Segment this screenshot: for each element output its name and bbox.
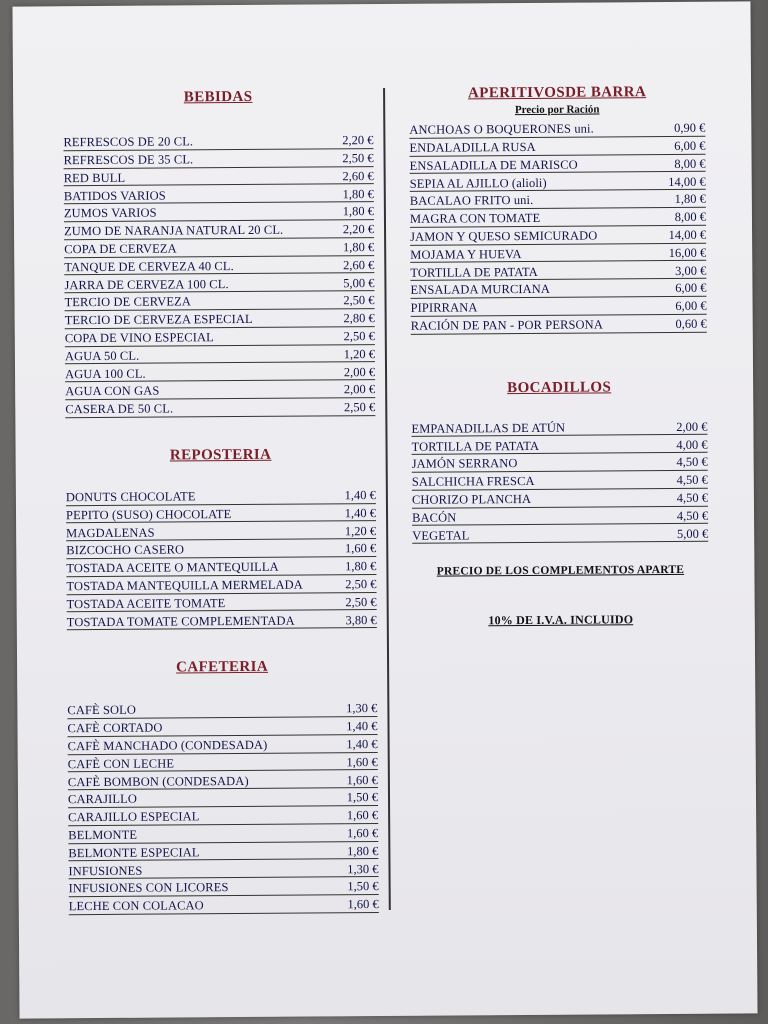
reposteria-list <box>66 486 377 631</box>
reposteria-title: REPOSTERIA <box>169 446 272 464</box>
bebidas-title: BEBIDAS <box>183 88 253 106</box>
menu-item <box>66 539 376 559</box>
menu-item-price: 1,20 € <box>344 523 377 538</box>
menu-item-price: 2,00 € <box>343 364 376 379</box>
menu-item-name: INFUSIONES <box>68 863 143 878</box>
menu-item <box>411 315 707 335</box>
menu-item-price: 2,00 € <box>676 419 708 434</box>
menu-item <box>64 202 374 222</box>
menu-item <box>412 506 708 526</box>
menu-item-price: 1,60 € <box>347 897 379 912</box>
aperitivos-title: APERITIVOSDE BARRA <box>467 84 647 102</box>
menu-item <box>66 575 376 595</box>
menu-item-name: SEPIA AL AJILLO (alioli) <box>409 175 547 191</box>
menu-item-name: MAGDALENAS <box>66 525 155 540</box>
menu-item <box>410 226 706 246</box>
menu-item-name: JAMON Y QUESO SEMICURADO <box>410 228 598 244</box>
menu-item-name: ENSALADA MURCIANA <box>410 282 551 298</box>
menu-item-name: BACALAO FRITO uni. <box>409 193 534 209</box>
menu-item <box>410 172 706 192</box>
menu-item-name: CAFÈ CON LECHE <box>67 756 175 772</box>
menu-item-name: ANCHOAS O BOQUERONES uni. <box>409 121 594 138</box>
left-column <box>63 88 379 915</box>
menu-item-price: 4,50 € <box>676 455 708 470</box>
menu-item-price: 2,60 € <box>342 257 375 273</box>
menu-item-name: CAFÈ SOLO <box>67 703 137 718</box>
menu-item-price: 1,80 € <box>342 240 375 255</box>
menu-item-price: 2,00 € <box>343 382 376 397</box>
menu-item-name: MAGRA CON TOMATE <box>409 211 541 227</box>
menu-item-price: 1,50 € <box>347 879 379 894</box>
menu-item-name: BIZCOCHO CASERO <box>66 542 185 558</box>
menu-item-price: 2,20 € <box>342 222 375 237</box>
menu-item-name: COPA DE VINO ESPECIAL <box>64 330 214 346</box>
menu-item-price: 2,50 € <box>342 151 374 166</box>
menu-item <box>65 380 375 400</box>
menu-item-price: 0,60 € <box>675 316 707 332</box>
menu-item-price: 1,50 € <box>346 790 379 805</box>
menu-item <box>66 521 376 541</box>
menu-item-price: 2,60 € <box>342 168 374 184</box>
menu-item-price: 0,90 € <box>674 121 706 136</box>
menu-item-name: PIPIRRANA <box>410 300 478 316</box>
menu-item <box>64 291 374 311</box>
menu-item-name: BELMONTE <box>68 827 138 843</box>
menu-item-price: 1,40 € <box>346 719 378 734</box>
menu-item-price: 4,50 € <box>676 490 708 506</box>
menu-item-name: RED BULL <box>63 170 126 186</box>
menu-item <box>65 309 375 329</box>
bebidas-list <box>63 131 375 418</box>
menu-item <box>65 327 375 347</box>
menu-item-name: MOJAMA Y HUEVA <box>410 246 522 262</box>
menu-item <box>64 220 374 240</box>
menu-item <box>67 593 377 613</box>
menu-item-price: 1,80 € <box>342 186 374 201</box>
menu-item-price: 1,20 € <box>343 346 375 362</box>
menu-item <box>65 362 375 382</box>
complementos-note: PRECIO DE LOS COMPLEMENTOS APARTE <box>436 564 685 578</box>
bocadillos-title: BOCADILLOS <box>507 378 612 396</box>
menu-item-name: REFRESCOS DE 35 CL. <box>63 152 194 168</box>
menu-item-name: ZUMO DE NARANJA NATURAL 20 CL. <box>63 222 284 239</box>
menu-item-price: 3,80 € <box>345 612 377 627</box>
menu-item-name: DONUTS CHOCOLATE <box>65 489 196 505</box>
menu-item-name: TANQUE DE CERVEZA 40 CL. <box>64 258 234 275</box>
menu-item <box>66 557 376 577</box>
menu-item <box>65 345 375 365</box>
menu-item-name: TOSTADA MANTEQUILLA MERMELADA <box>66 577 303 594</box>
menu-item <box>66 486 376 506</box>
menu-item <box>410 190 706 210</box>
menu-item <box>64 273 374 293</box>
menu-item-price: 1,60 € <box>346 808 379 823</box>
menu-item-name: SALCHICHA FRESCA <box>411 474 535 490</box>
menu-item-name: AGUA 50 CL. <box>64 348 140 364</box>
menu-item-price: 2,20 € <box>342 133 374 148</box>
menu-item <box>68 859 378 879</box>
menu-item-price: 1,80 € <box>674 192 706 207</box>
menu-item-price: 2,50 € <box>343 400 376 415</box>
menu-item <box>410 279 706 299</box>
menu-item-price: 1,30 € <box>347 861 379 876</box>
menu-item <box>68 806 378 826</box>
menu-item <box>412 453 708 473</box>
menu-item-price: 1,40 € <box>346 737 378 752</box>
menu-item-price: 4,50 € <box>676 472 708 488</box>
menu-item-price: 4,50 € <box>676 508 709 523</box>
menu-item-name: INFUSIONES CON LICORES <box>68 880 229 896</box>
menu-item-name: CAFÈ CORTADO <box>67 720 163 736</box>
menu-item-name: ENSALADILLA DE MARISCO <box>409 157 578 173</box>
menu-item <box>410 243 706 263</box>
menu-item-name: TOSTADA ACEITE O MANTEQUILLA <box>66 559 279 576</box>
menu-item-name: BELMONTE ESPECIAL <box>68 845 200 861</box>
menu-item-name: CHORIZO PLANCHA <box>411 492 532 507</box>
menu-item-price: 1,60 € <box>346 754 378 770</box>
menu-item <box>68 735 378 755</box>
menu-item-price: 1,30 € <box>346 701 378 716</box>
menu-item-price: 4,00 € <box>676 437 708 452</box>
menu-item-name: ENDALADILLA RUSA <box>409 140 536 155</box>
menu-item-price: 6,00 € <box>675 281 707 296</box>
menu-item <box>63 149 373 169</box>
menu-item <box>67 717 377 737</box>
menu-item-name: EMPANADILLAS DE ATÚN <box>411 420 566 436</box>
menu-item-name: BACÓN <box>412 510 457 525</box>
menu-item <box>410 154 706 174</box>
menu-item-name: TORTILLA DE PATATA <box>410 264 538 280</box>
menu-item-price: 14,00 € <box>668 227 707 243</box>
menu-item-price: 6,00 € <box>675 299 707 314</box>
menu-item-price: 2,50 € <box>343 293 375 308</box>
menu-item <box>68 788 378 808</box>
menu-item-name: CAFÈ BOMBON (CONDESADA) <box>67 773 249 789</box>
menu-item <box>409 119 705 139</box>
menu-item <box>67 699 377 719</box>
menu-item-price: 8,00 € <box>674 156 706 171</box>
menu-item <box>68 824 378 844</box>
aperitivos-list <box>409 119 706 335</box>
column-divider <box>383 88 390 910</box>
menu-item <box>64 167 374 187</box>
menu-item-name: AGUA CON GAS <box>65 384 160 399</box>
menu-item-price: 1,80 € <box>345 559 377 574</box>
bocadillos-list <box>411 417 708 544</box>
cafeteria-title: CAFETERIA <box>176 658 269 676</box>
menu-item-price: 1,80 € <box>347 843 379 859</box>
menu-item <box>64 238 374 258</box>
menu-item-price: 1,40 € <box>344 505 377 521</box>
menu-item-price: 16,00 € <box>668 245 707 260</box>
menu-item-price: 1,60 € <box>346 772 378 787</box>
menu-item <box>68 753 378 773</box>
menu-item <box>67 610 377 630</box>
menu-item-name: CAFÈ MANCHADO (CONDESADA) <box>67 737 268 754</box>
menu-item <box>68 770 378 790</box>
menu-item-price: 2,50 € <box>345 594 377 610</box>
menu-item-name: RACIÓN DE PAN - POR PERSONA <box>410 317 603 333</box>
menu-item <box>411 435 707 455</box>
menu-item-name: REFRESCOS DE 20 CL. <box>63 134 194 150</box>
menu-item-name: CARAJILLO <box>67 792 138 807</box>
menu-sheet <box>12 1 757 1018</box>
menu-item-name: COPA DE CERVEZA <box>64 241 177 257</box>
menu-item-name: JARRA DE CERVEZA 100 CL. <box>64 276 229 292</box>
menu-item-price: 2,80 € <box>343 311 375 326</box>
menu-item <box>66 504 376 524</box>
menu-item <box>409 137 705 157</box>
menu-item <box>64 184 374 204</box>
menu-item-name: CARAJILLO ESPECIAL <box>68 809 200 825</box>
iva-note: 10% DE I.V.A. INCLUIDO <box>488 612 634 628</box>
menu-item <box>412 488 708 508</box>
menu-item-price: 1,80 € <box>342 204 374 219</box>
menu-item <box>411 297 707 317</box>
menu-item-name: AGUA 100 CL. <box>64 366 146 381</box>
menu-item-name: TERCIO DE CERVEZA ESPECIAL <box>64 312 253 328</box>
menu-item-name: PEPITO (SUSO) CHOCOLATE <box>65 506 232 523</box>
menu-item-name: TERCIO DE CERVEZA <box>64 294 191 310</box>
menu-item-price: 14,00 € <box>668 174 706 189</box>
menu-item <box>63 131 373 151</box>
menu-item-name: TOSTADA TOMATE COMPLEMENTADA <box>66 613 295 629</box>
menu-item-name: TOSTADA ACEITE TOMATE <box>66 595 226 612</box>
menu-item-price: 5,00 € <box>343 275 375 290</box>
menu-item <box>69 877 379 897</box>
menu-item-name: BATIDOS VARIOS <box>63 188 166 203</box>
menu-item-name: JAMÓN SERRANO <box>411 456 518 472</box>
menu-item-price: 2,50 € <box>343 329 375 344</box>
menu-item <box>410 208 706 228</box>
menu-item <box>69 895 379 915</box>
menu-item <box>411 417 707 437</box>
menu-item-price: 1,40 € <box>344 488 376 503</box>
menu-item <box>412 524 708 544</box>
menu-item-price: 2,50 € <box>345 577 377 592</box>
menu-item-name: LECHE CON COLACAO <box>68 898 204 914</box>
menu-item-name: VEGETAL <box>412 528 470 543</box>
menu-item-price: 6,00 € <box>674 138 706 154</box>
menu-item-price: 1,60 € <box>344 541 377 556</box>
menu-item <box>64 256 374 276</box>
cafeteria-list <box>67 699 378 915</box>
menu-item <box>412 471 708 491</box>
menu-item-name: ZUMOS VARIOS <box>63 206 157 221</box>
aperitivos-subtitle: Precio por Ración <box>514 103 600 117</box>
menu-item <box>65 398 375 418</box>
menu-item <box>410 261 706 281</box>
menu-item-price: 3,00 € <box>675 263 707 278</box>
menu-item-price: 8,00 € <box>674 210 707 225</box>
right-column <box>409 84 709 629</box>
menu-item-name: TORTILLA DE PATATA <box>411 438 540 454</box>
menu-item-price: 1,60 € <box>346 826 379 841</box>
menu-item-name: CASERA DE 50 CL. <box>65 401 174 417</box>
menu-item-price: 5,00 € <box>676 526 709 541</box>
menu-item <box>68 842 378 862</box>
